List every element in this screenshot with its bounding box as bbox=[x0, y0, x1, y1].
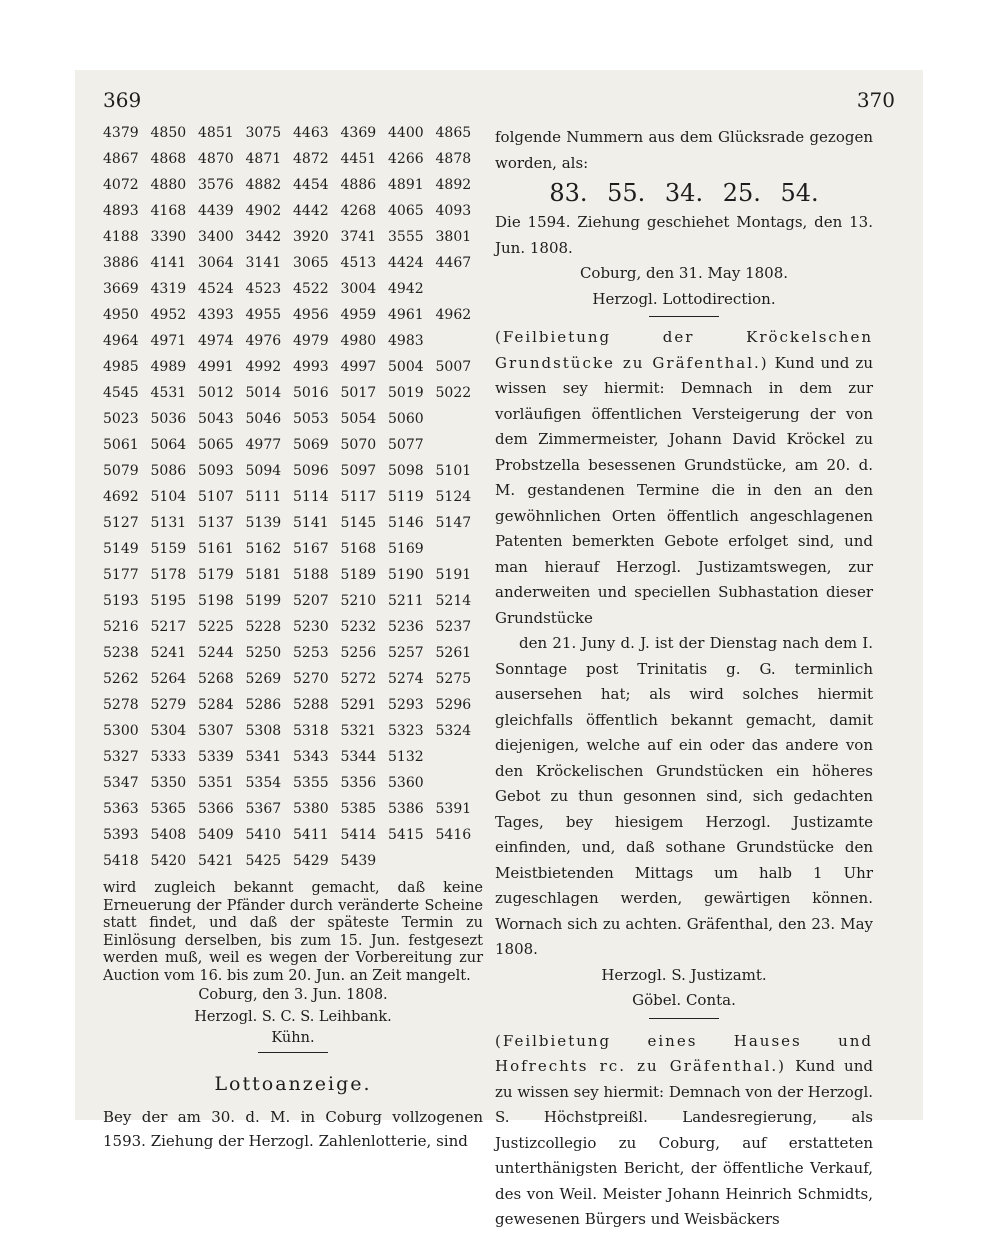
pawn-number: 5307 bbox=[198, 723, 234, 739]
pawn-number: 5365 bbox=[150, 801, 187, 817]
pawn-number: 5019 bbox=[388, 385, 424, 401]
pawn-number: 4976 bbox=[245, 333, 282, 349]
pawn-number: 4188 bbox=[103, 229, 139, 245]
pawn-number: 5272 bbox=[340, 671, 377, 687]
sale1-text: Kund und zu wissen sey hiermit: Demnach in dem zur vorläufigen öffentlichen Versteigerung der von dem Zimmermeister, Johann David Kröckel zu Probstzella besessenen Grundstücke, am 20. d. M. gestandenen Termine die in den an den gewöhnlichen Orten öffentlich angeschlagenen Patenten bemerkten Gebote erfolget sind, und man hierauf Herzogl. Justizamtswegen, zur anderweiten und speciellen Subhastation dieser Grundstücke bbox=[495, 353, 873, 627]
pawn-number: 5230 bbox=[293, 619, 329, 635]
pawn-number: 5098 bbox=[388, 463, 424, 479]
pawn-number: 5293 bbox=[388, 697, 424, 713]
pawn-number: 5036 bbox=[150, 411, 187, 427]
pawn-number: 5016 bbox=[293, 385, 329, 401]
pawn-number: 5065 bbox=[198, 437, 234, 453]
pawn-authority: Herzogl. S. C. S. Leihbank. bbox=[194, 1008, 392, 1025]
pawn-number: 4072 bbox=[103, 177, 139, 193]
pawn-number: 5354 bbox=[245, 775, 282, 791]
pawn-number: 4989 bbox=[150, 359, 187, 375]
pawn-number: 4950 bbox=[103, 307, 139, 323]
pawn-number: 4400 bbox=[388, 125, 424, 141]
pawn-number: 5061 bbox=[103, 437, 139, 453]
pawn-number: 5278 bbox=[103, 697, 139, 713]
pawn-number: 5104 bbox=[150, 489, 187, 505]
pawn-number: 4442 bbox=[293, 203, 329, 219]
pawn-number: 5012 bbox=[198, 385, 234, 401]
pawn-number: 4872 bbox=[293, 151, 329, 167]
pawn-number: 5241 bbox=[150, 645, 187, 661]
pawn-number: 4997 bbox=[340, 359, 377, 375]
pawn-number: 4467 bbox=[435, 255, 472, 271]
pawn-number: 5415 bbox=[388, 827, 424, 843]
pawn-number: 5236 bbox=[388, 619, 424, 635]
pawn-number: 5367 bbox=[245, 801, 282, 817]
pawn-number: 5324 bbox=[435, 723, 472, 739]
pawn-number bbox=[436, 328, 484, 354]
pawn-number: 5264 bbox=[150, 671, 187, 687]
pawn-place-date: Coburg, den 3. Jun. 1808. bbox=[198, 987, 388, 1003]
divider bbox=[649, 316, 719, 317]
pawn-number: 5217 bbox=[150, 619, 187, 635]
pawn-number: 5114 bbox=[293, 489, 329, 505]
pawn-number: 5411 bbox=[293, 827, 329, 843]
pawn-number: 5269 bbox=[245, 671, 282, 687]
sale2-title: (Feilbietung eines Hauses und Hofrechts rc. zu Gräfenthal.) bbox=[495, 1031, 873, 1075]
pawn-number bbox=[436, 770, 484, 796]
pawn-number: 5421 bbox=[198, 853, 234, 869]
pawn-number: 5004 bbox=[388, 359, 424, 375]
pawn-number: 4962 bbox=[435, 307, 472, 323]
pawn-number: 5216 bbox=[103, 619, 139, 635]
pawn-number: 4851 bbox=[198, 125, 234, 141]
pawn-number: 3400 bbox=[198, 229, 234, 245]
pawn-number: 5070 bbox=[340, 437, 377, 453]
pawn-notice: wird zugleich bekannt gemacht, daß keine Erneuerung der Pfänder durch veränderte Scheine statt findet, und daß der späteste Termin zu Einlösung derselben, bis zum 15. Jun. festgesezt werden muß, weil es wegen der Vorbereitung zur Auction vom 16. bis zum 20. Jun. an Zeit mangelt. bbox=[103, 880, 483, 984]
pawn-number: 5210 bbox=[340, 593, 377, 609]
pawn-number: 5228 bbox=[245, 619, 282, 635]
pawn-number: 5181 bbox=[245, 567, 282, 583]
pawn-number: 5250 bbox=[245, 645, 282, 661]
pawn-number: 3442 bbox=[245, 229, 282, 245]
pawn-number: 5124 bbox=[435, 489, 472, 505]
pawn-number: 5199 bbox=[245, 593, 282, 609]
pawn-number: 5060 bbox=[388, 411, 424, 427]
pawn-number: 5131 bbox=[150, 515, 187, 531]
pawn-number: 5360 bbox=[388, 775, 424, 791]
pawn-number: 4959 bbox=[340, 307, 377, 323]
pawn-number: 5343 bbox=[293, 749, 329, 765]
pawn-number: 3886 bbox=[103, 255, 139, 271]
pawn-number: 3555 bbox=[388, 229, 424, 245]
pawn-signature: Kühn. bbox=[271, 1030, 315, 1046]
lotto-place-date: Coburg, den 31. May 1808. bbox=[579, 264, 789, 282]
pawn-number: 5167 bbox=[293, 541, 329, 557]
pawn-number: 5096 bbox=[293, 463, 329, 479]
pawn-number: 5414 bbox=[340, 827, 377, 843]
pawn-number: 5097 bbox=[340, 463, 377, 479]
pawn-number bbox=[436, 744, 484, 770]
pawn-number: 5244 bbox=[198, 645, 234, 661]
pawn-number: 5094 bbox=[245, 463, 282, 479]
pawn-number: 5355 bbox=[293, 775, 329, 791]
pawn-number: 4463 bbox=[293, 125, 329, 141]
pawn-number: 5327 bbox=[103, 749, 139, 765]
pawn-number: 5279 bbox=[150, 697, 187, 713]
pawn-number: 5253 bbox=[293, 645, 329, 661]
pawn-number: 3741 bbox=[340, 229, 377, 245]
lotto-text: Bey der am 30. d. M. in Coburg vollzogenen 1593. Ziehung der Herzogl. Zahlenlotterie, sind bbox=[103, 1107, 483, 1150]
pawn-number bbox=[436, 276, 484, 302]
pawn-number: 5191 bbox=[435, 567, 472, 583]
lotto-heading: Lottoanzeige. bbox=[214, 1072, 372, 1095]
pawn-number: 5017 bbox=[340, 385, 377, 401]
pawn-number: 5262 bbox=[103, 671, 139, 687]
pawn-number: 4952 bbox=[150, 307, 187, 323]
pawn-number-table bbox=[103, 120, 483, 874]
pawn-number: 5256 bbox=[340, 645, 377, 661]
pawn-number: 3920 bbox=[293, 229, 329, 245]
pawn-number: 5409 bbox=[198, 827, 234, 843]
pawn-number: 4871 bbox=[245, 151, 282, 167]
pawn-number: 4992 bbox=[245, 359, 282, 375]
pawn-number: 5393 bbox=[103, 827, 139, 843]
pawn-number: 4531 bbox=[150, 385, 187, 401]
pawn-number: 4956 bbox=[293, 307, 329, 323]
pawn-number: 4141 bbox=[150, 255, 187, 271]
pawn-number: 5139 bbox=[245, 515, 282, 531]
pawn-number: 5189 bbox=[340, 567, 377, 583]
pawn-number: 5339 bbox=[198, 749, 234, 765]
pawn-number: 3141 bbox=[245, 255, 282, 271]
pawn-number: 4369 bbox=[340, 125, 377, 141]
pawn-number: 4961 bbox=[388, 307, 424, 323]
divider bbox=[258, 1052, 328, 1053]
pawn-number: 5268 bbox=[198, 671, 234, 687]
pawn-number: 4955 bbox=[245, 307, 282, 323]
pawn-number: 4964 bbox=[103, 333, 139, 349]
pawn-number: 5323 bbox=[388, 723, 424, 739]
pawn-number: 5341 bbox=[245, 749, 282, 765]
pawn-number: 3390 bbox=[150, 229, 187, 245]
pawn-number: 5022 bbox=[435, 385, 472, 401]
pawn-number: 5077 bbox=[388, 437, 424, 453]
pawn-number: 5408 bbox=[150, 827, 187, 843]
drawn-numbers: 83. 55. 34. 25. 54. bbox=[549, 179, 819, 207]
pawn-number: 5188 bbox=[293, 567, 329, 583]
pawn-number: 5425 bbox=[245, 853, 282, 869]
pawn-number: 3669 bbox=[103, 281, 139, 297]
pawn-number: 5275 bbox=[435, 671, 472, 687]
pawn-number: 5237 bbox=[435, 619, 472, 635]
pawn-number: 4424 bbox=[388, 255, 424, 271]
pawn-number: 4977 bbox=[245, 437, 282, 453]
pawn-number: 5344 bbox=[340, 749, 377, 765]
pawn-number: 5410 bbox=[245, 827, 282, 843]
pawn-number: 3576 bbox=[198, 177, 234, 193]
scanned-page-spread bbox=[75, 70, 923, 1228]
pawn-number: 5168 bbox=[340, 541, 377, 557]
pawn-number: 3075 bbox=[245, 125, 282, 141]
pawn-number: 5261 bbox=[435, 645, 472, 661]
pawn-number: 4878 bbox=[435, 151, 472, 167]
pawn-number: 4545 bbox=[103, 385, 139, 401]
pawn-number: 5291 bbox=[340, 697, 377, 713]
pawn-number: 5053 bbox=[293, 411, 329, 427]
pawn-number: 4379 bbox=[103, 125, 139, 141]
pawn-number: 3801 bbox=[435, 229, 472, 245]
pawn-number: 5111 bbox=[245, 489, 282, 505]
pawn-number: 5347 bbox=[103, 775, 139, 791]
pawn-number: 5284 bbox=[198, 697, 234, 713]
pawn-number: 5366 bbox=[198, 801, 234, 817]
pawn-number: 4983 bbox=[388, 333, 424, 349]
pawn-number: 5064 bbox=[150, 437, 187, 453]
pawn-number bbox=[436, 848, 484, 874]
pawn-number: 4902 bbox=[245, 203, 282, 219]
pawn-number bbox=[388, 848, 436, 874]
pawn-number bbox=[436, 406, 484, 432]
pawn-number: 5429 bbox=[293, 853, 329, 869]
pawn-number: 5161 bbox=[198, 541, 234, 557]
pawn-number: 4523 bbox=[245, 281, 282, 297]
pawn-number: 5054 bbox=[340, 411, 377, 427]
pawn-number: 5318 bbox=[293, 723, 329, 739]
pawn-number: 5178 bbox=[150, 567, 187, 583]
pawn-number bbox=[436, 536, 484, 562]
pawn-number: 5418 bbox=[103, 853, 139, 869]
pawn-number: 4393 bbox=[198, 307, 234, 323]
pawn-number: 4513 bbox=[340, 255, 377, 271]
right-page-number: 370 bbox=[856, 88, 895, 112]
pawn-number: 5270 bbox=[293, 671, 329, 687]
pawn-number: 4882 bbox=[245, 177, 282, 193]
pawn-number: 4942 bbox=[388, 281, 424, 297]
pawn-number: 5350 bbox=[150, 775, 187, 791]
pawn-number: 5391 bbox=[435, 801, 472, 817]
pawn-number: 5304 bbox=[150, 723, 187, 739]
pawn-number: 4886 bbox=[340, 177, 377, 193]
pawn-number: 4893 bbox=[103, 203, 139, 219]
pawn-number: 5296 bbox=[435, 697, 472, 713]
left-column bbox=[103, 120, 483, 1153]
pawn-number: 5177 bbox=[103, 567, 139, 583]
pawn-number: 4439 bbox=[198, 203, 234, 219]
pawn-number: 5207 bbox=[293, 593, 329, 609]
pawn-number: 5333 bbox=[150, 749, 187, 765]
sale1-notice bbox=[495, 325, 873, 631]
pawn-number: 4974 bbox=[198, 333, 234, 349]
pawn-number: 4692 bbox=[103, 489, 139, 505]
pawn-number: 5380 bbox=[293, 801, 329, 817]
pawn-number: 4522 bbox=[293, 281, 329, 297]
pawn-number: 5046 bbox=[245, 411, 282, 427]
pawn-number: 5043 bbox=[198, 411, 234, 427]
next-draw-notice: Die 1594. Ziehung geschiehet Montags, den 13. Jun. 1808. bbox=[495, 213, 873, 257]
pawn-number: 5198 bbox=[198, 593, 234, 609]
pawn-number: 5079 bbox=[103, 463, 139, 479]
pawn-number: 5007 bbox=[435, 359, 472, 375]
pawn-number: 5321 bbox=[340, 723, 377, 739]
pawn-number: 5439 bbox=[340, 853, 377, 869]
pawn-number: 5093 bbox=[198, 463, 234, 479]
pawn-number: 5351 bbox=[198, 775, 234, 791]
pawn-number: 5179 bbox=[198, 567, 234, 583]
pawn-number: 5385 bbox=[340, 801, 377, 817]
right-column bbox=[495, 125, 873, 1233]
pawn-number: 4524 bbox=[198, 281, 234, 297]
pawn-number: 5169 bbox=[388, 541, 424, 557]
pawn-number: 5257 bbox=[388, 645, 424, 661]
pawn-number: 4093 bbox=[435, 203, 472, 219]
pawn-number: 5363 bbox=[103, 801, 139, 817]
pawn-number: 5286 bbox=[245, 697, 282, 713]
pawn-number: 4980 bbox=[340, 333, 377, 349]
left-page-number: 369 bbox=[103, 88, 142, 112]
pawn-number: 5127 bbox=[103, 515, 139, 531]
lotto-authority: Herzogl. Lottodirection. bbox=[592, 289, 776, 308]
pawn-number: 4451 bbox=[340, 151, 377, 167]
pawn-number: 3065 bbox=[293, 255, 329, 271]
sale1-title: (Feilbietung der Kröckelschen Grundstücke zu Gräfenthal.) bbox=[495, 328, 873, 372]
pawn-number: 4892 bbox=[435, 177, 472, 193]
pawn-number: 4870 bbox=[198, 151, 234, 167]
pawn-number: 5023 bbox=[103, 411, 139, 427]
pawn-number: 4867 bbox=[103, 151, 139, 167]
pawn-number bbox=[436, 432, 484, 458]
divider bbox=[649, 1018, 719, 1019]
pawn-number: 4993 bbox=[293, 359, 329, 375]
pawn-number: 4266 bbox=[388, 151, 424, 167]
pawn-number: 5300 bbox=[103, 723, 139, 739]
pawn-number: 5195 bbox=[150, 593, 187, 609]
pawn-number: 5190 bbox=[388, 567, 424, 583]
pawn-number: 4979 bbox=[293, 333, 329, 349]
sale2-text: Kund und zu wissen sey hiermit: Demnach von der Herzogl. S. Höchstpreißl. Landesregierung, als Justizcollegio zu Coburg, auf erstatteten unterthänigsten Bericht, der öffentliche Verkauf, des von Weil. Meister Johann Heinrich Schmidts, gewesenen Bürgers und Weisbäckers bbox=[495, 1057, 874, 1228]
pawn-number: 5420 bbox=[150, 853, 187, 869]
pawn-number: 5101 bbox=[435, 463, 472, 479]
pawn-number: 5147 bbox=[435, 515, 472, 531]
pawn-number: 5274 bbox=[388, 671, 424, 687]
pawn-number: 4865 bbox=[435, 125, 472, 141]
sale2-notice bbox=[495, 1029, 873, 1233]
pawn-number: 5356 bbox=[340, 775, 377, 791]
pawn-number: 4268 bbox=[340, 203, 377, 219]
pawn-number: 5145 bbox=[340, 515, 377, 531]
pawn-number: 5162 bbox=[245, 541, 282, 557]
pawn-number: 5132 bbox=[388, 749, 424, 765]
pawn-number: 5308 bbox=[245, 723, 282, 739]
pawn-number: 5238 bbox=[103, 645, 139, 661]
pawn-number: 4850 bbox=[150, 125, 187, 141]
pawn-number: 5416 bbox=[435, 827, 472, 843]
pawn-number: 4319 bbox=[150, 281, 187, 297]
pawn-number: 5069 bbox=[293, 437, 329, 453]
pawn-number: 5225 bbox=[198, 619, 234, 635]
pawn-number: 5141 bbox=[293, 515, 329, 531]
pawn-number: 4880 bbox=[150, 177, 187, 193]
pawn-number: 4065 bbox=[388, 203, 424, 219]
pawn-number: 4168 bbox=[150, 203, 187, 219]
pawn-number: 5086 bbox=[150, 463, 187, 479]
pawn-number: 5137 bbox=[198, 515, 234, 531]
sale1-text2: den 21. Juny d. J. ist der Dienstag nach dem I. Sonntage post Trinitatis g. G. terminlich ausersehen hat; als wird solches hiermit gleichfalls öffentlich bekannt gemacht, damit diejenigen, welche auf ein oder das andere von den Kröckelischen Grundstücken ein höheres Gebot zu thun gesonnen sind, sich gedachten Tages, bey hiesigem Herzogl. Justizamte einfinden, und, daß sothane Grundstücke den Meistbietenden Mittags um halb 1 Uhr zugeschlagen werden, gewärtigen können. Wornach sich zu achten. Gräfenthal, den 23. May 1808. bbox=[495, 634, 873, 958]
pawn-number: 5214 bbox=[435, 593, 472, 609]
lotto-intro: folgende Nummern aus dem Glücksrade gezogen worden, als: bbox=[495, 128, 873, 172]
pawn-number: 5117 bbox=[340, 489, 377, 505]
pawn-number: 5386 bbox=[388, 801, 424, 817]
pawn-number: 4971 bbox=[150, 333, 187, 349]
pawn-number: 4891 bbox=[388, 177, 424, 193]
pawn-number: 3004 bbox=[340, 281, 377, 297]
pawn-number: 5288 bbox=[293, 697, 329, 713]
pawn-number: 5107 bbox=[198, 489, 234, 505]
pawn-number: 5159 bbox=[150, 541, 187, 557]
pawn-number: 5193 bbox=[103, 593, 139, 609]
pawn-number: 5232 bbox=[340, 619, 377, 635]
pawn-number: 5119 bbox=[388, 489, 424, 505]
pawn-number: 5146 bbox=[388, 515, 424, 531]
pawn-number: 4868 bbox=[150, 151, 187, 167]
pawn-number: 4454 bbox=[293, 177, 329, 193]
pawn-number: 5014 bbox=[245, 385, 282, 401]
pawn-number: 4991 bbox=[198, 359, 234, 375]
sale1-authority: Herzogl. S. Justizamt. bbox=[601, 965, 767, 984]
pawn-number: 4985 bbox=[103, 359, 139, 375]
pawn-number: 3064 bbox=[198, 255, 234, 271]
pawn-number: 5149 bbox=[103, 541, 139, 557]
sale1-signature: Göbel. Conta. bbox=[632, 991, 736, 1009]
pawn-number: 5211 bbox=[388, 593, 424, 609]
